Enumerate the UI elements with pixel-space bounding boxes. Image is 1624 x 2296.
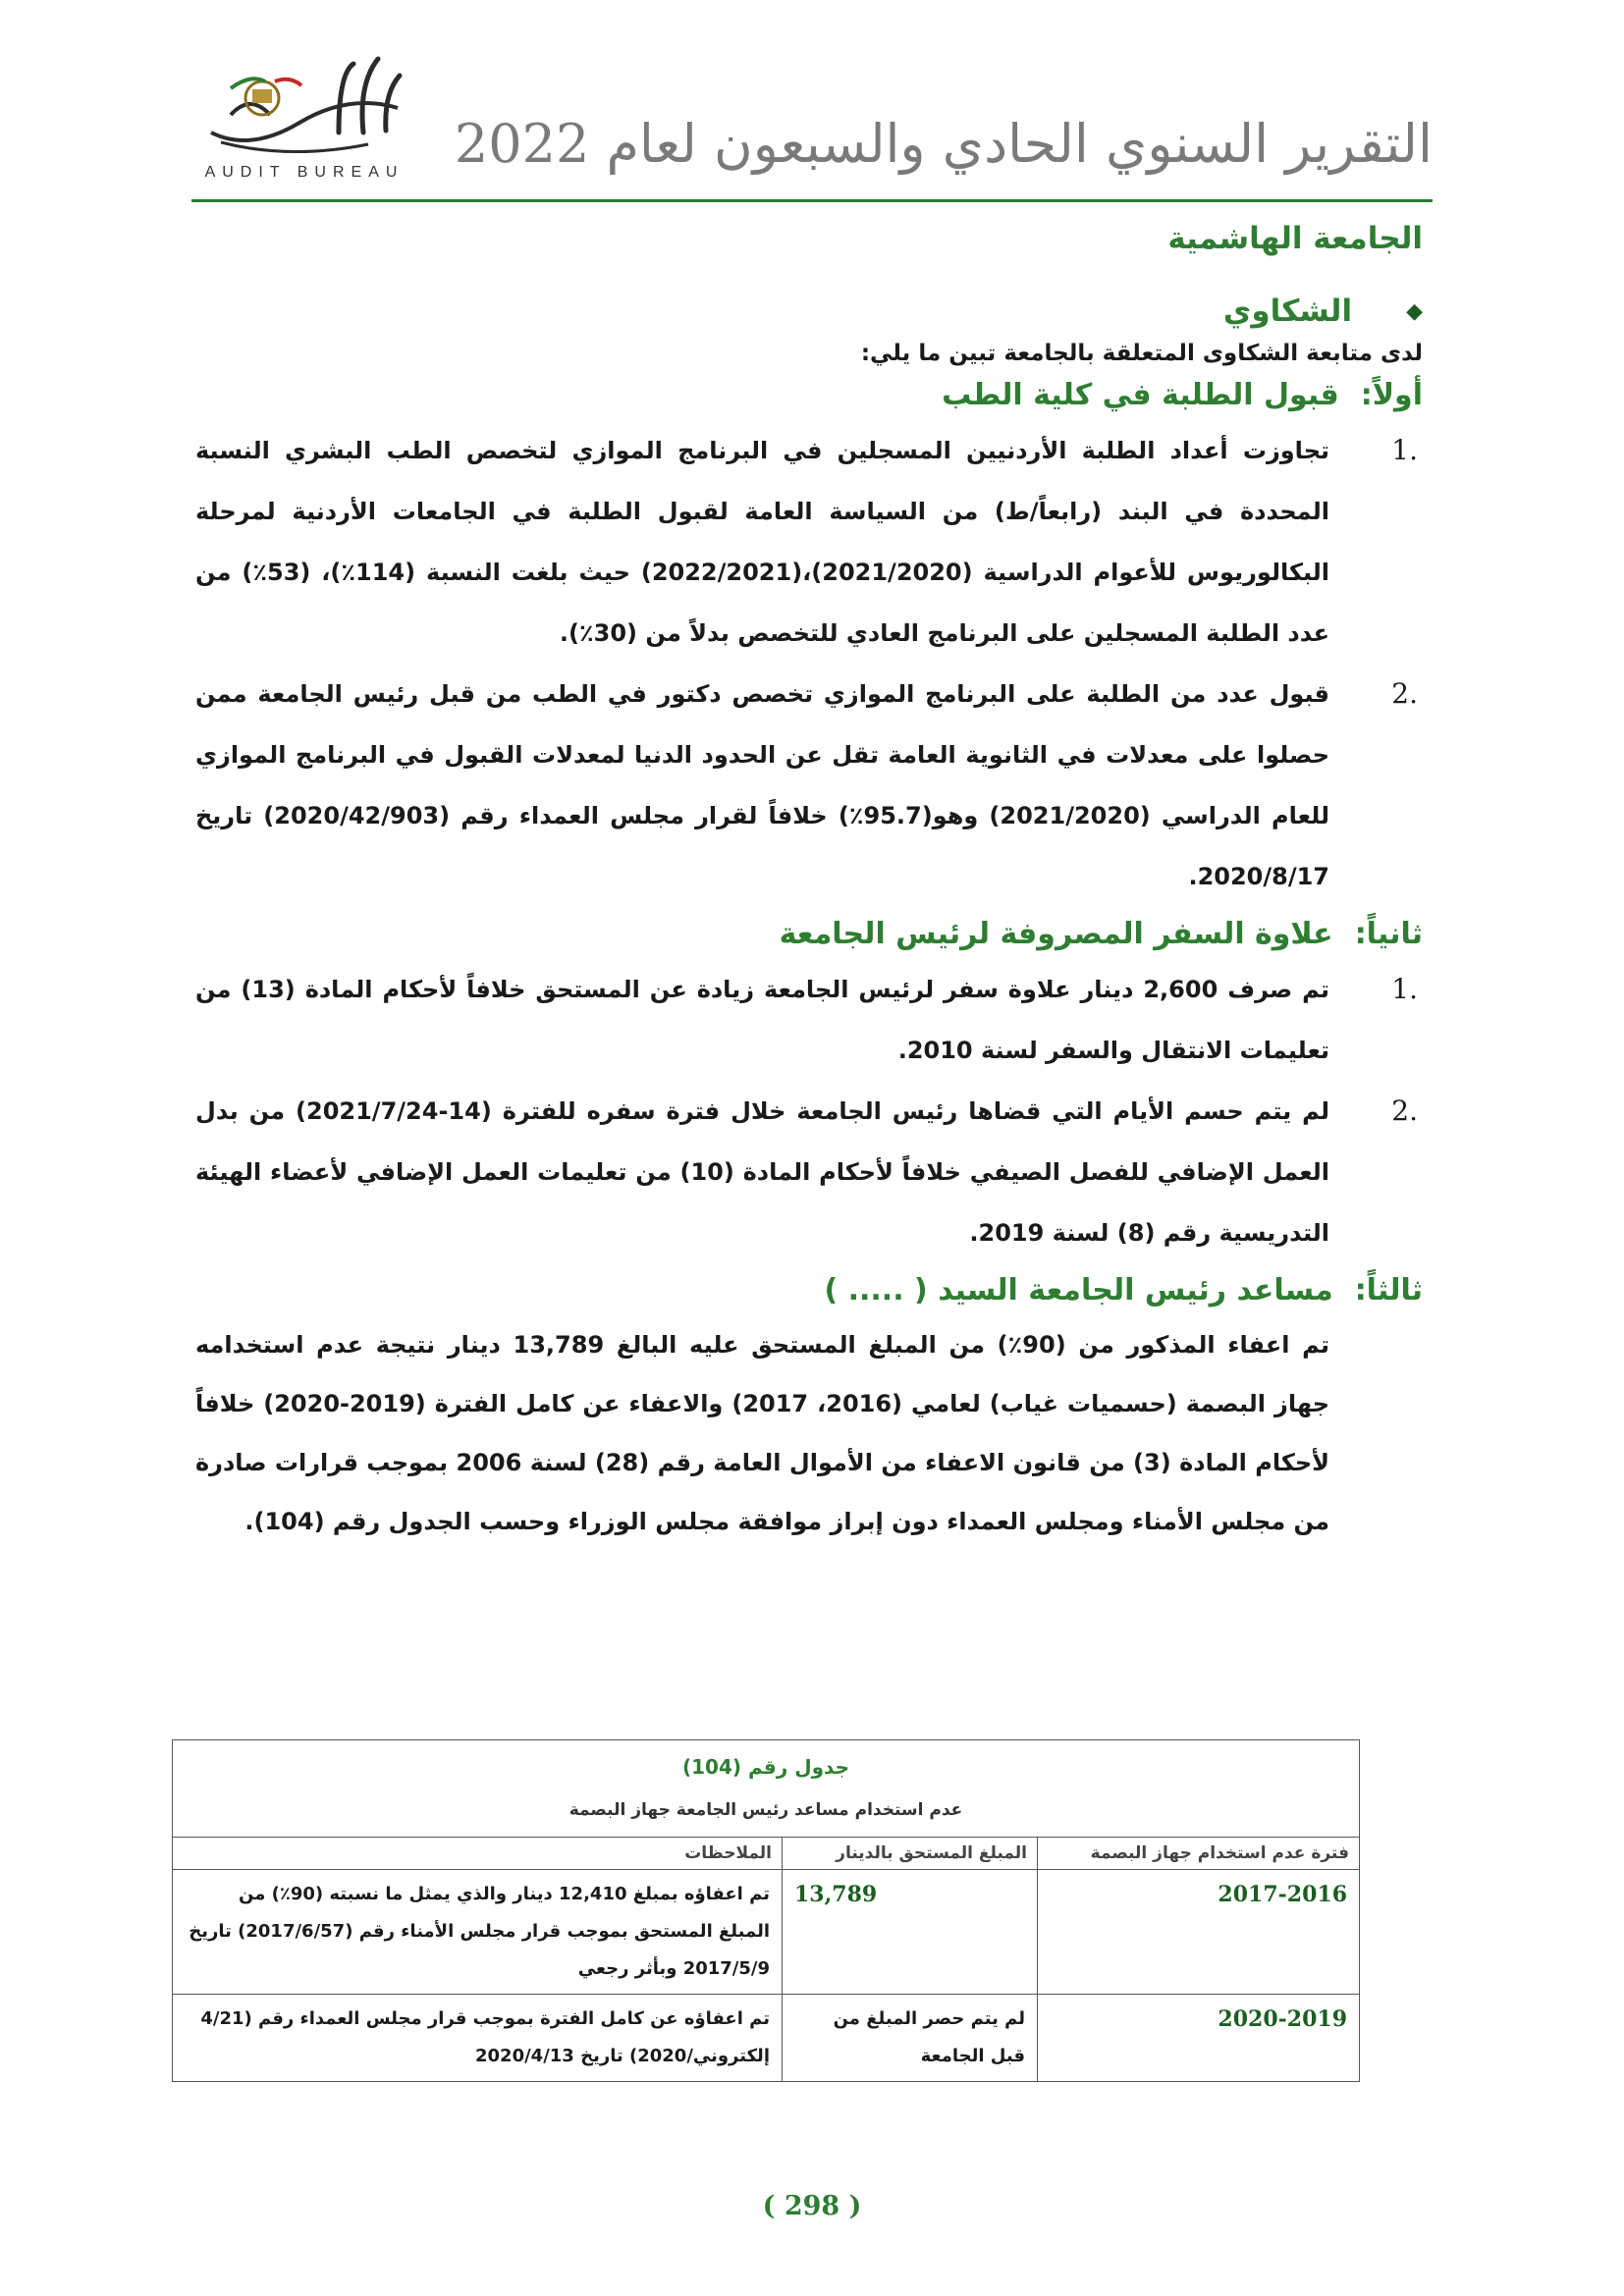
- column-header-amount: المبلغ المستحق بالدينار: [783, 1838, 1038, 1870]
- data-table: [172, 1739, 1360, 2082]
- list-item: [195, 420, 1423, 664]
- section2-prefix: ثانياً:: [1354, 917, 1423, 951]
- list-item-number: 2.: [1391, 677, 1418, 710]
- complaints-heading-text: الشكاوي: [1222, 294, 1353, 329]
- section1-list: [195, 420, 1423, 907]
- cell-amount: 13,789: [783, 1870, 1038, 1995]
- section1-title: قبول الطلبة في كلية الطب: [942, 378, 1339, 412]
- complaints-heading: [195, 294, 1423, 329]
- list-item: [195, 1081, 1423, 1263]
- section2-title: علاوة السفر المصروفة لرئيس الجامعة: [779, 917, 1333, 951]
- page-number: ( 298 ): [762, 2191, 862, 2221]
- table-subcaption: عدم استخدام مساعد رئيس الجامعة جهاز البصمة: [173, 1788, 1360, 1838]
- section3-title: مساعد رئيس الجامعة السيد ( ..... ): [824, 1273, 1333, 1308]
- cell-notes: تم اعفاؤه بمبلغ 12,410 دينار والذي يمثل ما نسبته (90٪) من المبلغ المستحق بموجب قرار مجلس الأمناء رقم (2017/6/57) تاريخ 2017/5/9 وبأثر رجعي: [173, 1870, 783, 1995]
- list-item: [195, 959, 1423, 1081]
- list-item-text: قبول عدد من الطلبة على البرنامج الموازي تخصص دكتور في الطب من قبل رئيس الجامعة ممن حصلوا على معدلات في الثانوية العامة تقل عن الحدود الدنيا لمعدلات القبول في البرنامج الموازي للعام الدراسي (2021/2020) وهو(95.7٪) خلافاً لقرار مجلس العمداء رقم (2020/42/903) تاريخ 2020/8/17.: [195, 680, 1329, 890]
- logo-subtitle: AUDIT BUREAU: [204, 164, 405, 181]
- university-heading: الجامعة الهاشمية: [1167, 221, 1423, 256]
- list-item: [195, 664, 1423, 907]
- cell-amount: لم يتم حصر المبلغ من قبل الجامعة: [783, 1995, 1038, 2082]
- list-item-number: 1.: [1391, 973, 1418, 1005]
- list-item-text: تم صرف 2,600 دينار علاوة سفر لرئيس الجامعة زيادة عن المستحق خلافاً لأحكام المادة (13) من تعليمات الانتقال والسفر لسنة 2010.: [195, 976, 1330, 1064]
- cell-notes: تم اعفاؤه عن كامل الفترة بموجب قرار مجلس العمداء رقم (4/21 إلكتروني/2020) تاريخ 2020/4/13: [173, 1995, 783, 2082]
- complaints-intro: لدى متابعة الشكاوى المتعلقة بالجامعة تبين ما يلي:: [860, 341, 1423, 366]
- cell-period: 2020-2019: [1038, 1995, 1360, 2082]
- diamond-bullet-icon: ◆: [1406, 298, 1423, 324]
- list-item-text: تجاوزت أعداد الطلبة الأردنيين المسجلين في البرنامج الموازي لتخصص الطب البشري النسبة المحددة في البند (رابعاً/ط) من السياسة العامة لقبول الطلبة في الجامعات الأردنية لمرحلة البكالوريوس للأعوام الدراسية (2021/2020)،(2022/2021) حيث بلغت النسبة (114٪)، (53٪) من عدد الطلبة المسجلين على البرنامج العادي للتخصص بدلاً من (30٪).: [195, 437, 1329, 647]
- section3-heading: [195, 1273, 1423, 1308]
- table-104: [172, 1739, 1360, 2082]
- list-item-number: 1.: [1391, 434, 1418, 466]
- section1-heading: [195, 378, 1423, 412]
- report-title: التقرير السنوي الحادي والسبعون لعام 2022: [454, 113, 1433, 175]
- header-divider: [191, 199, 1433, 202]
- logo-emblem-icon: [191, 54, 417, 167]
- table-caption: جدول رقم (104): [173, 1740, 1360, 1789]
- table-header-row: [173, 1838, 1360, 1870]
- table-row: [173, 1870, 1360, 1995]
- main-content: [195, 221, 1423, 1551]
- column-header-period: فترة عدم استخدام جهاز البصمة: [1038, 1838, 1360, 1870]
- section2-list: [195, 959, 1423, 1263]
- section1-prefix: أولاً:: [1360, 378, 1423, 412]
- table-row: [173, 1995, 1360, 2082]
- column-header-notes: الملاحظات: [173, 1838, 783, 1870]
- audit-bureau-logo: [191, 54, 417, 187]
- section3-paragraph: تم اعفاء المذكور من (90٪) من المبلغ المستحق عليه البالغ 13,789 دينار نتيجة عدم استخدامه جهاز البصمة (حسميات غياب) لعامي (2016، 2017) والاعفاء عن كامل الفترة (2019-2020) خلافاً لأحكام المادة (3) من قانون الاعفاء من الأموال العامة رقم (28) لسنة 2006 بموجب قرارات صادرة من مجلس الأمناء ومجلس العمداء دون إبراز موافقة مجلس الوزراء وحسب الجدول رقم (104).: [195, 1331, 1330, 1535]
- cell-period: 2017-2016: [1038, 1870, 1360, 1995]
- table-caption-row: [173, 1740, 1360, 1789]
- table-subcaption-row: [173, 1788, 1360, 1838]
- section2-heading: [195, 917, 1423, 951]
- list-item-number: 2.: [1391, 1095, 1418, 1127]
- list-item-text: لم يتم حسم الأيام التي قضاها رئيس الجامعة خلال فترة سفره للفترة (14-2021/7/24) من بدل العمل الإضافي للفصل الصيفي خلافاً لأحكام المادة (10) من تعليمات العمل الإضافي لأعضاء الهيئة التدريسية رقم (8) لسنة 2019.: [195, 1097, 1329, 1247]
- section3-prefix: ثالثاً:: [1354, 1273, 1423, 1308]
- page-header: [191, 54, 1433, 201]
